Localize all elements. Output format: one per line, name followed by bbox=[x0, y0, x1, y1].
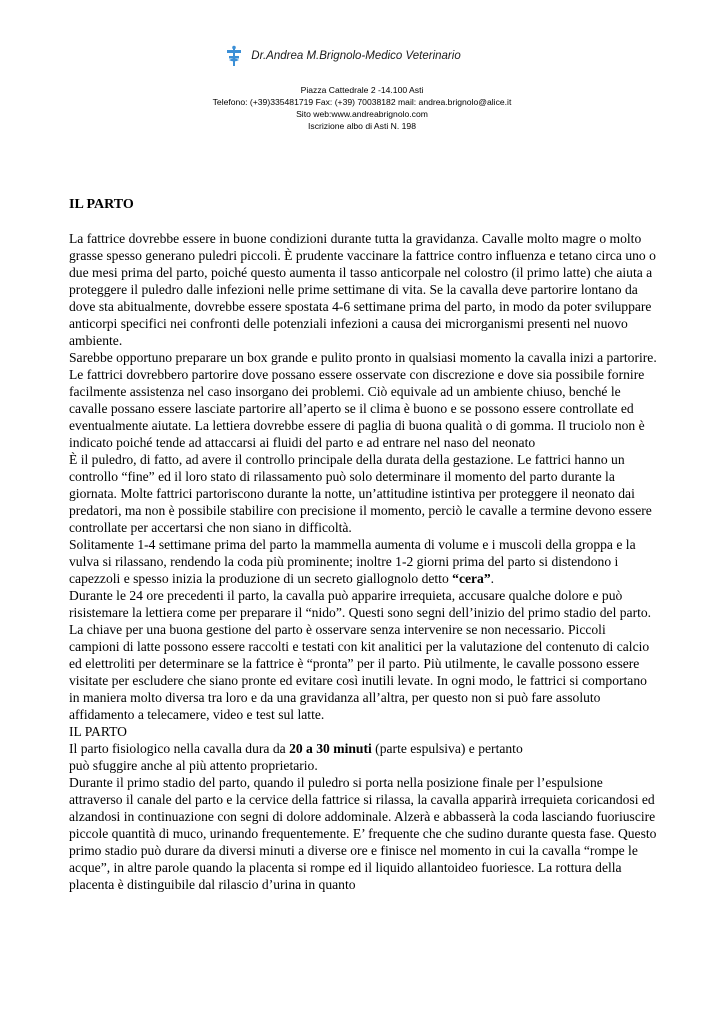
paragraph bbox=[69, 536, 659, 587]
section-title: IL PARTO bbox=[69, 724, 127, 739]
paragraph: può sfuggire anche al più attento proprietario. bbox=[69, 758, 318, 773]
registration-line: Iscrizione albo di Asti N. 198 bbox=[308, 121, 416, 131]
paragraph-text: . bbox=[490, 571, 495, 586]
paragraph-text: (parte espulsiva) e pertanto bbox=[371, 741, 523, 756]
paragraph: Sarebbe opportuno preparare un box grande e pulito pronto in qualsiasi momento la cavalla inizi a partorire. Le fattrici dovrebbero partorire dove possano essere osservate con discrezione e dove sia possibile fornire facilmente assistenza nel caso insorgano dei problemi. Ciò equivale ad un ambiente chiuso, benché le cavalle possano essere lasciate partorire all’aperto se il clima è buono e se possono essere controllate ed eventualmente aiutate. La lettiera dovrebbe essere di paglia di buona qualità o di gomma. Il truciolo non è indicato poiché tende ad attaccarsi ai fluidi del parto e ad entrare nel naso del neonato bbox=[69, 350, 657, 450]
contact-block bbox=[0, 84, 724, 132]
website-line: Sito web:www.andreabrignolo.com bbox=[296, 109, 428, 119]
phone-line: Telefono: (+39)335481719 Fax: (+39) 70038182 mail: andrea.brignolo@alice.it bbox=[212, 97, 512, 107]
letterhead-title-row bbox=[0, 44, 724, 68]
doctor-name: Dr.Andrea M.Brignolo-Medico Veterinario bbox=[251, 50, 461, 62]
bold-term: 20 a 30 minuti bbox=[289, 741, 372, 756]
paragraph: È il puledro, di fatto, ad avere il controllo principale della durata della gestazione. Le fattrici hanno un controllo “fine” ed il loro stato di rilassamento può solo determinare il momento del parto durante la giornata. Molte fattrici partoriscono durante la notte, un’attitudine istintiva per proteggere il neonato dai predatori, ma non è possibile stabilire con precisione il momento, perciò le cavalle a termine devono essere controllate per accertarsi che non siano in difficoltà. bbox=[69, 452, 652, 535]
bold-term: “cera” bbox=[452, 571, 491, 586]
document-body bbox=[69, 196, 659, 893]
paragraph: Durante il primo stadio del parto, quando il puledro si porta nella posizione finale per l’espulsione attraverso il canale del parto e la cervice della fattrice si rilassa, la cavalla apparirà irrequieta coricandosi ed alzandosi in continuazione con segni di dolore addominale. Alzerà e abbasserà la coda lasciando fuoriuscire piccole quantità di muco, urinando frequentemente. E’ frequente che che sudino durante questa fase. Questo primo stadio può durare da diversi minuti a diverse ore e finisce nel momento in cui la cavalla “rompe le acque”, in altre parole quando la placenta si rompe ed il liquido allantoideo fuoriesce. La rottura della placenta è distinguibile dal rilascio d’urina in quanto bbox=[69, 775, 657, 892]
paragraph bbox=[69, 740, 659, 757]
paragraph: Durante le 24 ore precedenti il parto, la cavalla può apparire irrequieta, accusare qualche dolore e può risistemare la lettiera come per preparare il “nido”. Questi sono segni dell’inizio del primo stadio del parto. La chiave per una buona gestione del parto è osservare senza intervenire se non necessario. Piccoli campioni di latte possono essere raccolti e testati con kit analitici per la valutazione del contenuto di calcio ed elettroliti per determinare se la fattrice è “pronta” per il parto. Più utilmente, le cavalle possono essere visitate per escludere che siano pronte ed evitare così inutili levate. In ogni modo, le fattrici si comportano in maniera molto diversa tra loro e da una gravidanza all’altra, per questo non si può fare assoluto affidamento a telecamere, video e test sul latte. bbox=[69, 588, 652, 722]
address-line: Piazza Cattedrale 2 -14.100 Asti bbox=[300, 85, 424, 95]
letterhead bbox=[0, 44, 724, 132]
document-title: IL PARTO bbox=[69, 197, 134, 212]
paragraph-text: Solitamente 1-4 settimane prima del parto la mammella aumenta di volume e i muscoli della groppa e la vulva si rilassano, rendendo la coda più prominente; inoltre 1-2 giorni prima del parto si distendono i capezzoli e spesso inizia la produzione di un secreto giallognolo detto bbox=[69, 537, 636, 586]
paragraph: La fattrice dovrebbe essere in buone condizioni durante tutta la gravidanza. Cavalle molto magre o molto grasse spesso generano puledri piccoli. È prudente vaccinare la fattrice contro influenza e tetano circa uno o due mesi prima del parto, poiché questo aumenta il tasso anticorpale nel colostro (il primo latte) che aiuta a proteggere il puledro dalle infezioni nelle prime settimane di vita. Se la cavalla deve partorire lontano da dove sta abitualmente, dovrebbe essere spostata 4-6 settimane prima del parto, in modo da poter sviluppare anticorpi specifici nei confronti delle potenziali infezioni a causa dei microrganismi presenti nel nuovo ambiente. bbox=[69, 231, 656, 348]
paragraph-text: Il parto fisiologico nella cavalla dura da bbox=[69, 741, 290, 756]
veterinary-caduceus-icon bbox=[225, 45, 243, 67]
